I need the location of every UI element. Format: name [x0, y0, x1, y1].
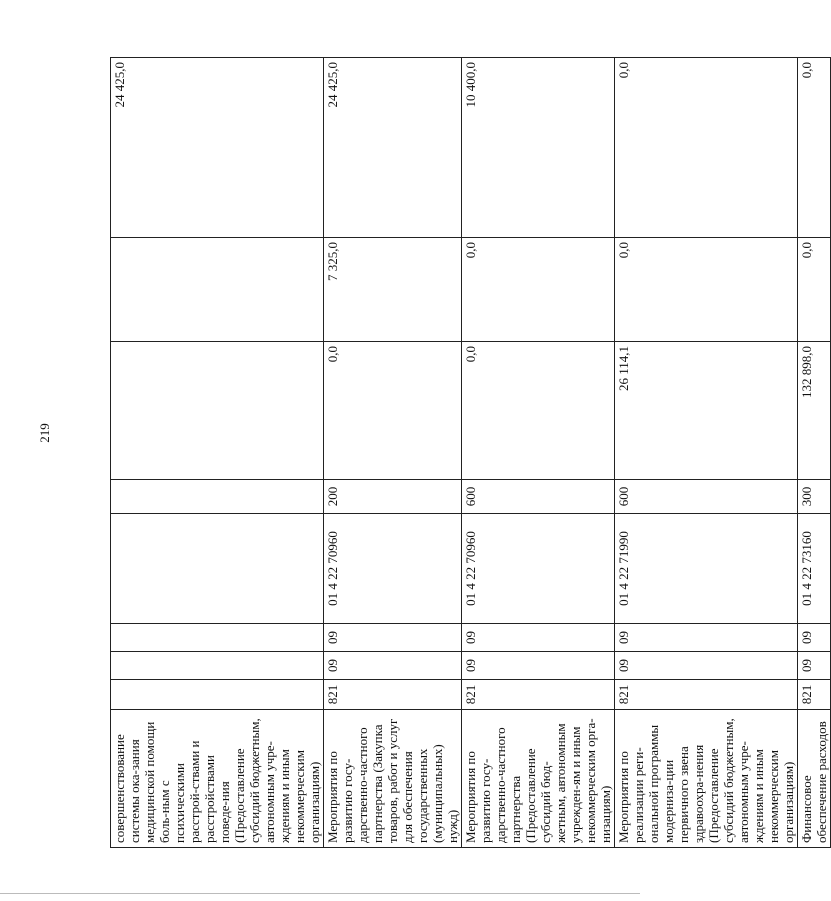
section-code: 09 — [324, 652, 462, 680]
amount-year-1: 0,0 — [324, 342, 462, 480]
subsection-code: 09 — [615, 624, 798, 652]
page-number: 219 — [37, 423, 52, 443]
page-bottom-rule — [0, 893, 640, 894]
expense-type-code — [111, 480, 324, 514]
target-code: 01 4 22 70960 — [462, 514, 615, 624]
expense-type-code: 300 — [798, 480, 831, 514]
amount-year-3: 24 425,0 — [324, 58, 462, 238]
ministry-code: 821 — [324, 680, 462, 710]
rotated-table-container — [110, 58, 829, 848]
subsection-code: 09 — [798, 624, 831, 652]
table-row — [615, 58, 798, 848]
target-code: 01 4 22 73160 — [798, 514, 831, 624]
row-description: Финансовое обеспечение расходов — [798, 710, 831, 848]
row-description: Мероприятия по развитию госу-дарственно-частного партнерства (Предоставление субсидий бюд-жетным, автономным учрежден-ям и иным некоммерческим орга-низациям) — [462, 710, 615, 848]
amount-year-2 — [111, 238, 324, 342]
table-row — [324, 58, 462, 848]
ministry-code: 821 — [462, 680, 615, 710]
ministry-code: 821 — [615, 680, 798, 710]
amount-year-1: 0,0 — [462, 342, 615, 480]
subsection-code: 09 — [324, 624, 462, 652]
row-description: Мероприятия по развитию госу-дарственно-частного партнерства (Закупка товаров, работ и услуг для обеспечения государственных (муниципальных) нужд) — [324, 710, 462, 848]
expense-type-code: 200 — [324, 480, 462, 514]
table-row — [462, 58, 615, 848]
budget-table — [110, 57, 831, 848]
expense-type-code: 600 — [462, 480, 615, 514]
subsection-code — [111, 624, 324, 652]
amount-year-1: 26 114,1 — [615, 342, 798, 480]
section-code: 09 — [798, 652, 831, 680]
row-description: Мероприятия по реализации реги-ональной программы модерниза-ции первичного звена здравоохра-нения (Предоставление субсидий бюджетным, автономным учре-ждениям и иным некоммерческим организациям) — [615, 710, 798, 848]
amount-year-2: 7 325,0 — [324, 238, 462, 342]
section-code — [111, 652, 324, 680]
amount-year-2: 0,0 — [798, 238, 831, 342]
target-code: 01 4 22 70960 — [324, 514, 462, 624]
amount-year-1 — [111, 342, 324, 480]
table-row — [111, 58, 324, 848]
amount-year-3: 10 400,0 — [462, 58, 615, 238]
ministry-code — [111, 680, 324, 710]
amount-year-2: 0,0 — [462, 238, 615, 342]
amount-year-3: 24 425,0 — [111, 58, 324, 238]
amount-year-3: 0,0 — [798, 58, 831, 238]
section-code: 09 — [462, 652, 615, 680]
row-description: совершенствование системы ока-зания медицинской помощи боль-ным с психическими расстрой-ствами и расстройствами поведе-ния (Предоставление субсидий бюджетным, автономным учре-ждениям и иным некоммерческим организациям) — [111, 710, 324, 848]
ministry-code: 821 — [798, 680, 831, 710]
target-code — [111, 514, 324, 624]
section-code: 09 — [615, 652, 798, 680]
amount-year-3: 0,0 — [615, 58, 798, 238]
table-row — [798, 58, 831, 848]
expense-type-code: 600 — [615, 480, 798, 514]
target-code: 01 4 22 71990 — [615, 514, 798, 624]
subsection-code: 09 — [462, 624, 615, 652]
amount-year-2: 0,0 — [615, 238, 798, 342]
amount-year-1: 132 898,0 — [798, 342, 831, 480]
